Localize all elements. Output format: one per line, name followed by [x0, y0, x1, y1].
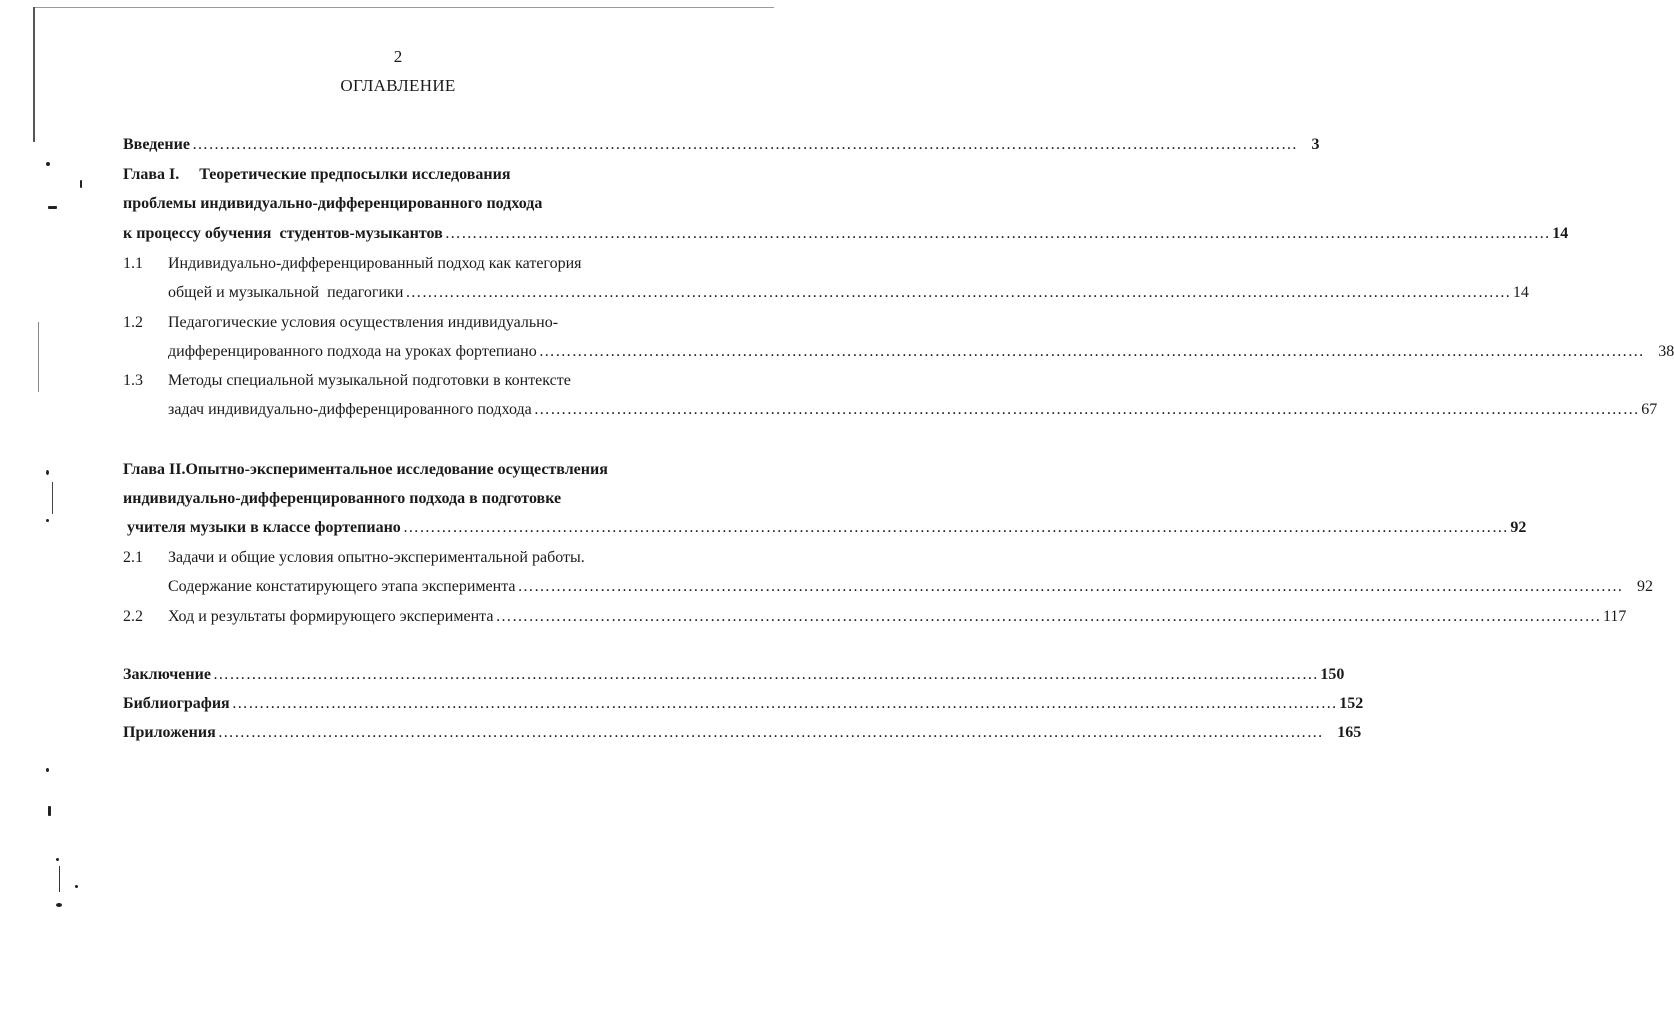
toc-entry-intro: [123, 133, 1320, 157]
toc-page-number: 165: [1337, 724, 1362, 741]
toc-entry-text: к процессу обучения студентов-музыкантов: [123, 225, 443, 242]
toc-section-2-1-line-1: Задачи и общие условия опытно-экспериментальной работы.: [168, 549, 585, 566]
toc-chapter-1-line-3: [123, 222, 1569, 246]
toc-section-1-1-line-2: [168, 281, 1529, 305]
dot-leader: …………………………………………………………………………………………………………………………………………………………………………………: [402, 519, 1509, 536]
toc-section-1-1-line-1: Индивидуально-дифференцированный подход как категория: [168, 255, 582, 272]
dot-leader: …………………………………………………………………………………………………………………………………………………………………………………: [217, 724, 1324, 741]
toc-entry-text: общей и музыкальной педагогики: [168, 284, 404, 301]
scan-speck: [46, 519, 49, 522]
toc-entry-text: учителя музыки в классе фортепиано: [123, 519, 401, 536]
toc-chapter-2-line-1: Глава II.Опытно-экспериментальное исследование осуществления: [123, 461, 608, 478]
scan-speck: [46, 162, 50, 166]
dot-leader: …………………………………………………………………………………………………………………………………………………………………………………: [444, 225, 1551, 242]
toc-chapter-1-line-2: проблемы индивидуально-дифференцированного подхода: [123, 195, 543, 212]
toc-entry-text: Введение: [123, 136, 190, 153]
scan-speck: [75, 885, 78, 888]
scan-speck: [46, 768, 49, 772]
dot-leader: …………………………………………………………………………………………………………………………………………………………………………………: [212, 666, 1319, 683]
toc-page-number: 14: [1552, 225, 1569, 242]
toc-section-2-1-line-2: [168, 575, 1653, 599]
toc-chapter-2-line-3: [123, 516, 1527, 540]
toc-entry-text: задач индивидуально-дифференцированного подхода: [168, 401, 532, 418]
toc-entry-text: Библиография: [123, 695, 230, 712]
dot-leader: …………………………………………………………………………………………………………………………………………………………………………………: [405, 284, 1511, 301]
scan-speck: [59, 866, 60, 892]
dot-leader: …………………………………………………………………………………………………………………………………………………………………………………: [191, 136, 1298, 153]
toc-section-number: 2.2: [123, 608, 143, 625]
toc-section-1-3-line-1: Методы специальной музыкальной подготовки в контексте: [168, 372, 571, 389]
dot-leader: …………………………………………………………………………………………………………………………………………………………………………………: [533, 401, 1640, 418]
toc-entry-appendix: [123, 721, 1362, 745]
scan-speck: [52, 482, 53, 514]
toc-page-number: 117: [1602, 608, 1627, 625]
toc-chapter-2-line-2: индивидуально-дифференцированного подхода в подготовке: [123, 490, 562, 507]
toc-page-number: 92: [1510, 519, 1527, 536]
scan-edge-top: [34, 7, 774, 8]
toc-page-number: 14: [1512, 284, 1529, 301]
toc-title: ОГЛАВЛЕНИЕ: [340, 76, 456, 95]
toc-section-1-2-line-1: Педагогические условия осуществления индивидуально-: [168, 314, 559, 331]
dot-leader: …………………………………………………………………………………………………………………………………………………………………………………: [231, 695, 1338, 712]
scan-speck: [80, 180, 82, 188]
dot-leader: …………………………………………………………………………………………………………………………………………………………………………………: [538, 343, 1645, 360]
scan-speck: [56, 858, 59, 861]
toc-section-2-2: [168, 605, 1627, 629]
toc-entry-bibliography: [123, 692, 1364, 716]
toc-section-number: 1.2: [123, 314, 143, 331]
toc-section-number: 1.1: [123, 255, 143, 272]
page-number: 2: [393, 47, 403, 66]
toc-entry-text: Заключение: [123, 666, 211, 683]
toc-section-1-2-line-2: [168, 340, 1674, 364]
toc-entry-text: Ход и результаты формирующего эксперимента: [168, 608, 494, 625]
toc-entry-conclusion: [123, 663, 1345, 687]
toc-page-number: 92: [1636, 578, 1653, 595]
toc-page-number: 38: [1658, 343, 1674, 360]
dot-leader: …………………………………………………………………………………………………………………………………………………………………………………: [517, 578, 1623, 595]
toc-page-number: 150: [1320, 666, 1345, 683]
toc-entry-text: дифференцированного подхода на уроках фортепиано: [168, 343, 537, 360]
toc-page-number: 67: [1641, 401, 1658, 418]
scan-speck: [48, 806, 51, 816]
toc-page-number: 3: [1311, 136, 1320, 153]
toc-chapter-1-line-1: Глава I. Теоретические предпосылки исследования: [123, 166, 511, 183]
scan-speck: [38, 322, 39, 392]
toc-entry-text: Приложения: [123, 724, 216, 741]
toc-entry-text: Содержание констатирующего этапа эксперимента: [168, 578, 516, 595]
toc-page-number: 152: [1339, 695, 1364, 712]
toc-section-1-3-line-2: [168, 398, 1658, 422]
scan-speck: [48, 206, 57, 209]
toc-section-number: 1.3: [123, 372, 143, 389]
scan-edge-left: [33, 7, 35, 142]
scan-speck: [56, 903, 62, 907]
dot-leader: …………………………………………………………………………………………………………………………………………………………………………………: [495, 608, 1601, 625]
toc-section-number: 2.1: [123, 549, 143, 566]
scan-speck: [46, 470, 49, 475]
